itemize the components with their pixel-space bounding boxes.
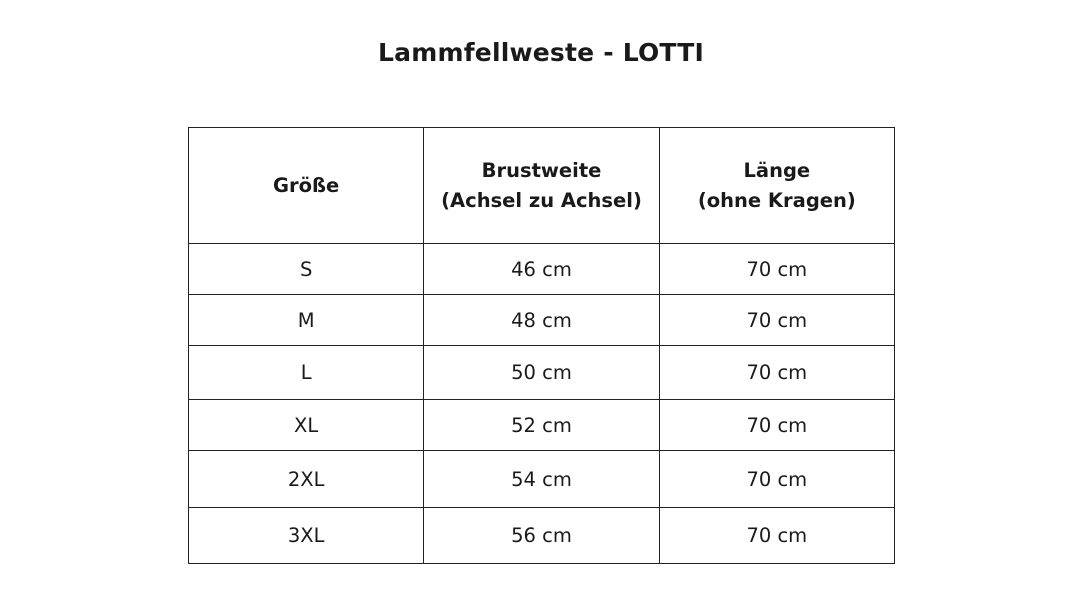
size-chart-table bbox=[188, 127, 895, 564]
table-row bbox=[189, 400, 895, 451]
cell-length: 70 cm bbox=[659, 346, 894, 400]
table-row bbox=[189, 451, 895, 508]
cell-bust: 46 cm bbox=[424, 244, 659, 295]
header-bust-sublabel: (Achsel zu Achsel) bbox=[441, 188, 642, 212]
cell-bust: 54 cm bbox=[424, 451, 659, 508]
cell-length: 70 cm bbox=[659, 244, 894, 295]
table-row bbox=[189, 508, 895, 564]
table-row bbox=[189, 244, 895, 295]
table-row bbox=[189, 346, 895, 400]
cell-size: 3XL bbox=[189, 508, 424, 564]
cell-length: 70 cm bbox=[659, 508, 894, 564]
cell-bust: 56 cm bbox=[424, 508, 659, 564]
cell-size: XL bbox=[189, 400, 424, 451]
table-row bbox=[189, 295, 895, 346]
cell-size: S bbox=[189, 244, 424, 295]
cell-bust: 50 cm bbox=[424, 346, 659, 400]
header-bust bbox=[424, 128, 659, 244]
header-length-label: Länge bbox=[743, 158, 811, 182]
cell-size: M bbox=[189, 295, 424, 346]
header-length bbox=[659, 128, 894, 244]
cell-length: 70 cm bbox=[659, 295, 894, 346]
cell-size: 2XL bbox=[189, 451, 424, 508]
header-bust-label: Brustweite bbox=[481, 158, 602, 182]
cell-length: 70 cm bbox=[659, 400, 894, 451]
cell-bust: 52 cm bbox=[424, 400, 659, 451]
page-title: Lammfellweste - LOTTI bbox=[378, 38, 704, 67]
cell-length: 70 cm bbox=[659, 451, 894, 508]
header-length-sublabel: (ohne Kragen) bbox=[697, 188, 856, 212]
cell-bust: 48 cm bbox=[424, 295, 659, 346]
header-size-label: Größe bbox=[273, 173, 340, 197]
table-header-row bbox=[189, 128, 895, 244]
cell-size: L bbox=[189, 346, 424, 400]
header-size bbox=[189, 128, 424, 244]
